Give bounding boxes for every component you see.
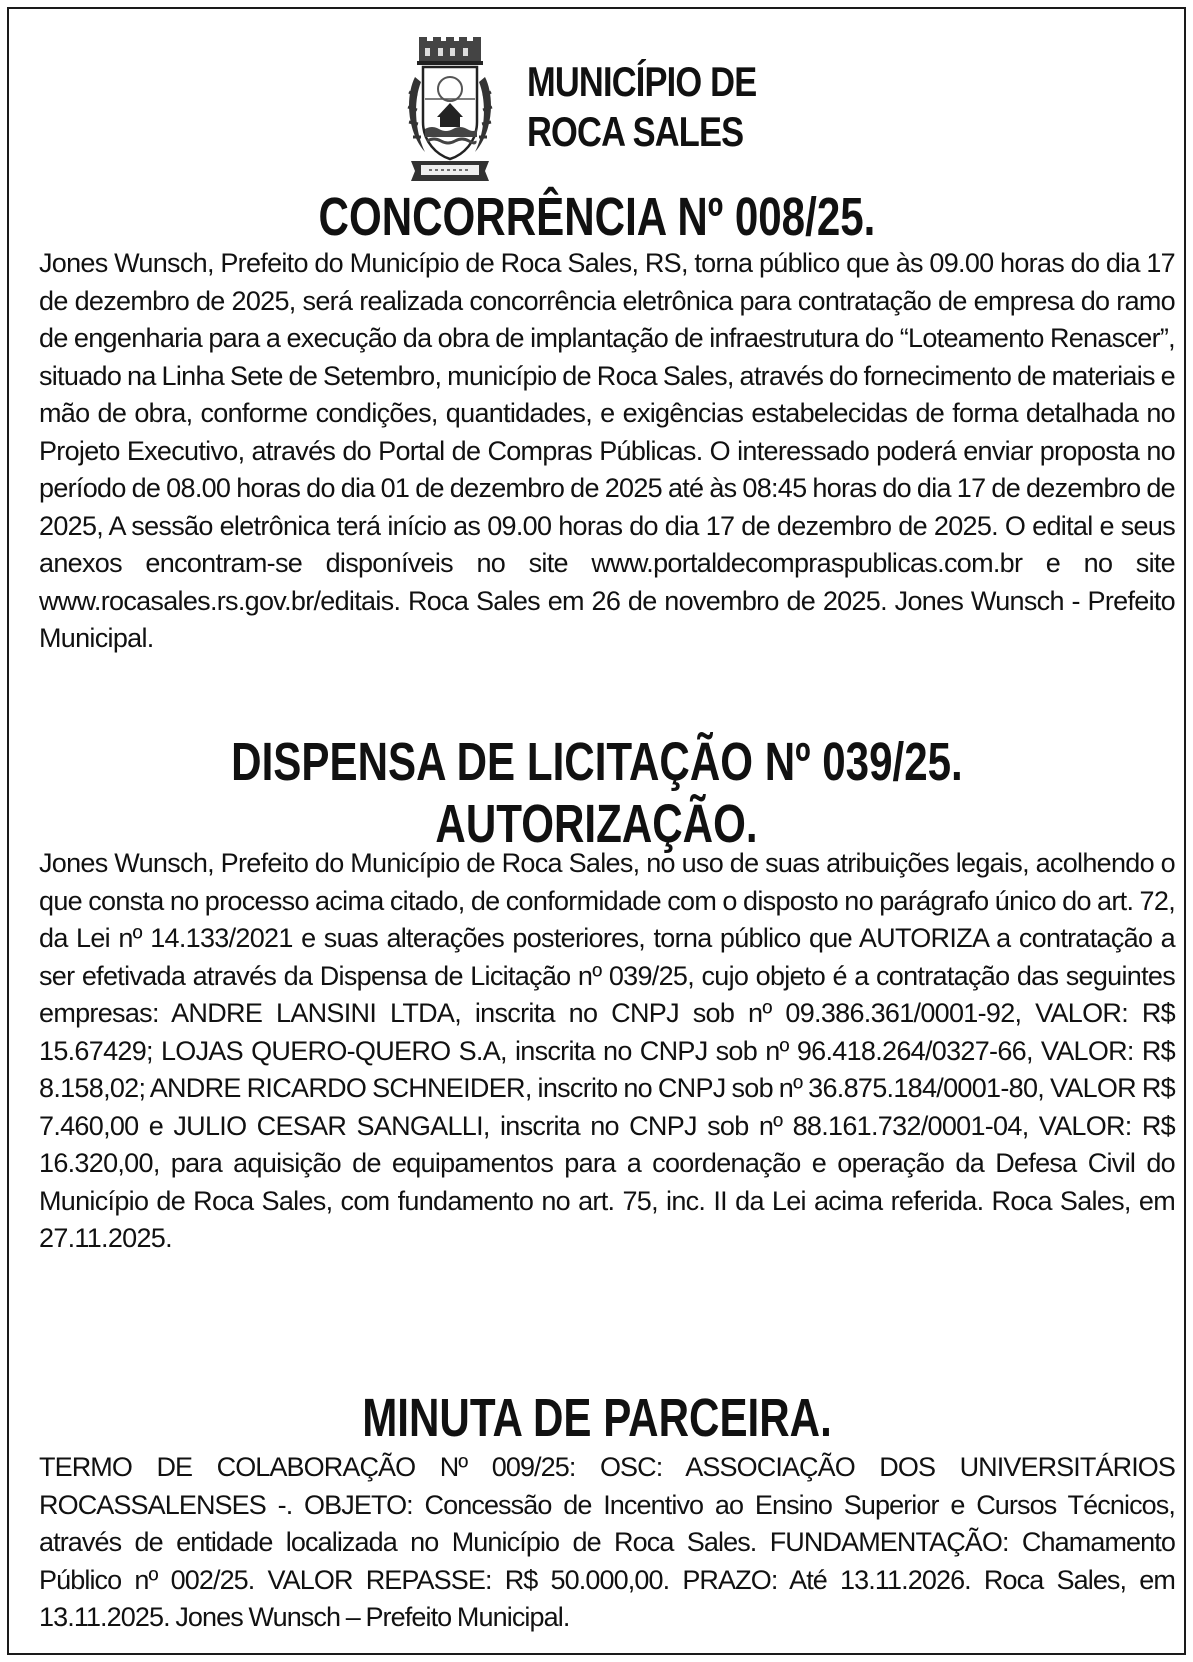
municipality-line-1: MUNICÍPIO DE (527, 58, 757, 105)
header (9, 37, 1184, 182)
section-body-minuta: TERMO DE COLABORAÇÃO Nº 009/25: OSC: ASSOCIAÇÃO DOS UNIVERSITÁRIOS ROCASSALENSES -. OBJETO: Concessão de Incentivo ao Ensino Superior e Cursos Técnicos, através de entidade localizada no Município de Roca Sales. FUNDAMENTAÇÃO: Chamamento Público nº 002/25. VALOR REPASSE: R$ 50.000,00. PRAZO: Até 13.11.2026. Roca Sales, em 13.11.2025. Jones Wunsch – Prefeito Municipal. (39, 1452, 1175, 1632)
section-subtitle-autorizacao: AUTORIZAÇÃO. (435, 794, 758, 854)
section-body-dispensa: Jones Wunsch, Prefeito do Município de Roca Sales, no uso de suas atribuições legais, acolhendo o que consta no processo acima citado, de conformidade com o disposto no parágrafo único do art. 72, da Lei nº 14.133/2021 e suas alterações posteriores, torna público que AUTORIZA a contratação a ser efetivada através da Dispensa de Licitação nº 039/25, cujo objeto é a contratação das seguintes empresas: ANDRE LANSINI LTDA, inscrita no CNPJ sob nº 09.386.361/0001-92, VALOR: R$ 15.67429; LOJAS QUERO-QUERO S.A, inscrita no CNPJ sob nº 96.418.264/0327-66, VALOR: R$ 8.158,02; ANDRE RICARDO SCHNEIDER, inscrito no CNPJ sob nº 36.875.184/0001-80, VALOR R$ 7.460,00 e JULIO CESAR SANGALLI, inscrita no CNPJ sob nº 88.161.732/0001-04, VALOR: R$ 16.320,00, para aquisição de equipamentos para a coordenação e operação da Defesa Civil do Município de Roca Sales, com fundamento no art. 75, inc. II da Lei acima referida. Roca Sales, em 27.11.2025. (39, 848, 1175, 1253)
notice-frame (7, 7, 1186, 1655)
section-title-concorrencia: CONCORRÊNCIA Nº 008/25. (318, 187, 875, 247)
section-title-minuta: MINUTA DE PARCEIRA. (361, 1388, 832, 1448)
coat-of-arms-icon (405, 37, 495, 182)
municipality-name (527, 57, 756, 157)
municipality-line-2: ROCA SALES (527, 108, 744, 155)
section-title-dispensa: DISPENSA DE LICITAÇÃO Nº 039/25. (230, 732, 963, 792)
section-body-concorrencia: Jones Wunsch, Prefeito do Município de Roca Sales, RS, torna público que às 09.00 horas do dia 17 de dezembro de 2025, será realizada concorrência eletrônica para contratação de empresa do ramo de engenharia para a execução da obra de implantação de infraestrutura do “Loteamento Renascer”, situado na Linha Sete de Setembro, município de Roca Sales, através do fornecimento de materiais e mão de obra, conforme condições, quantidades, e exigências estabelecidas de forma detalhada no Projeto Executivo, através do Portal de Compras Públicas. O interessado poderá enviar proposta no período de 08.00 horas do dia 01 de dezembro de 2025 até às 08:45 horas do dia 17 de dezembro de 2025, A sessão eletrônica terá início as 09.00 horas do dia 17 de dezembro de 2025. O edital e seus anexos encontram-se disponíveis no site www.portaldecompraspublicas.com.br e no site www.rocasales.rs.gov.br/editais. Roca Sales em 26 de novembro de 2025. Jones Wunsch - Prefeito Municipal. (39, 248, 1175, 653)
